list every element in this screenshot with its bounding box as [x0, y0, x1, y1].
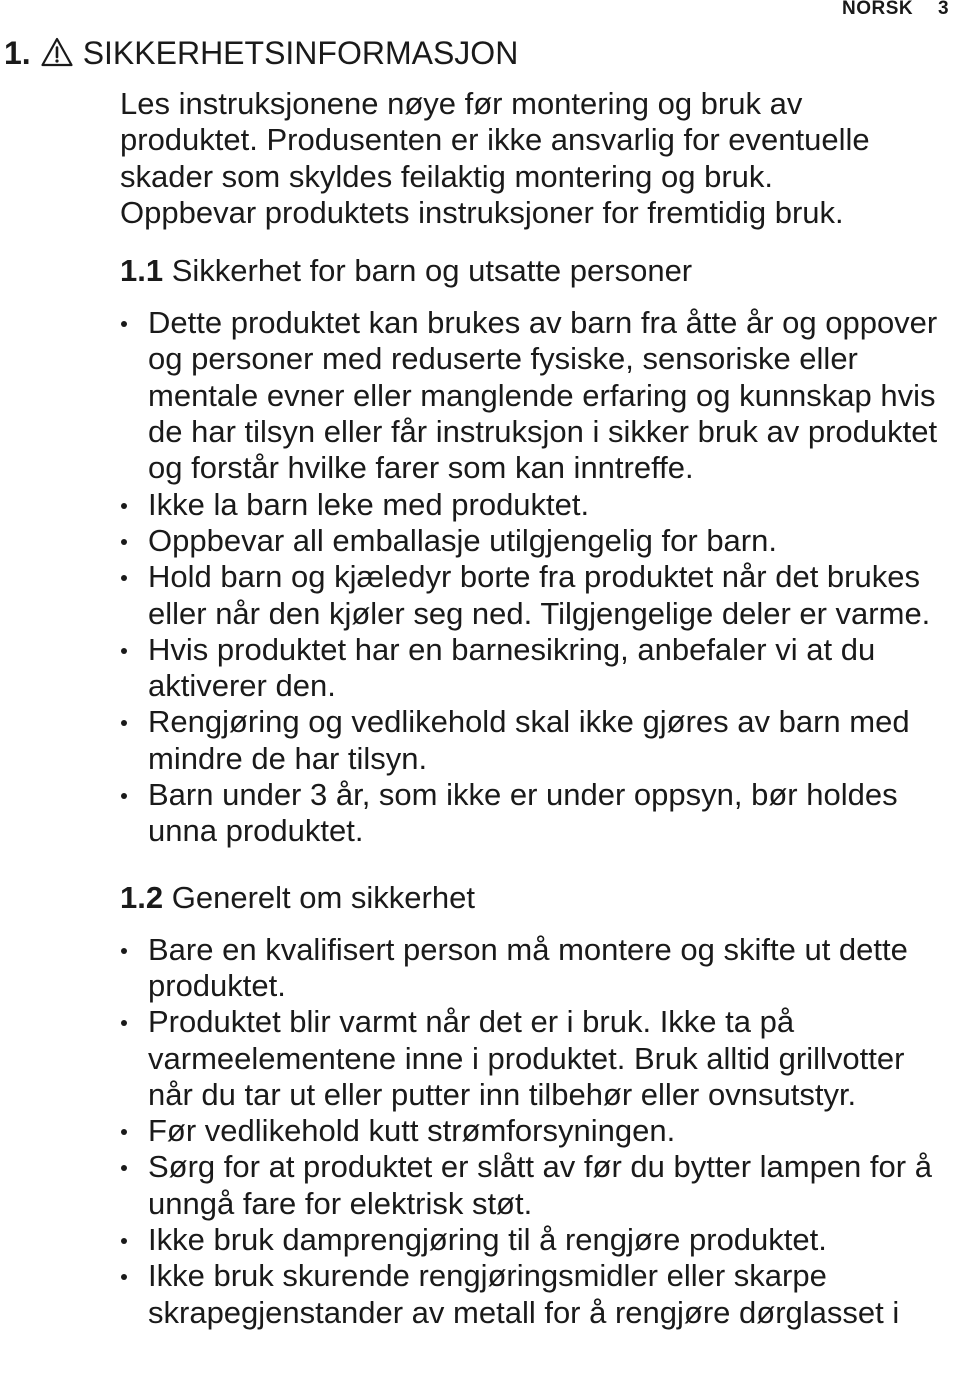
- bullet-icon: [121, 648, 127, 654]
- section-title: SIKKERHETSINFORMASJON: [82, 35, 519, 71]
- list-item: [120, 487, 950, 523]
- subsection-title: Sikkerhet for barn og utsatte personer: [171, 253, 693, 289]
- list-item-text: Før vedlikehold kutt strømforsyningen.: [148, 1113, 676, 1149]
- bullet-icon: [121, 539, 127, 545]
- list-item-text: Hold barn og kjæledyr borte fra produktet når det brukes eller når den kjøler seg ned. Tilgjengelige deler er varme.: [148, 559, 931, 631]
- list-item-text: Ikke bruk skurende rengjøringsmidler eller skarpe skrapegjenstander av metall for å rengjøre dørglasset i: [148, 1258, 900, 1330]
- list-item-text: Oppbevar all emballasje utilgjengelig for barn.: [148, 522, 777, 558]
- list-item-text: Bare en kvalifisert person må montere og skifte ut dette produktet.: [148, 931, 908, 1003]
- page-number: 3: [938, 0, 950, 19]
- bullet-icon: [121, 321, 127, 327]
- bullet-icon: [121, 1165, 127, 1171]
- list-item: [120, 523, 950, 559]
- list-item-text: Ikke bruk damprengjøring til å rengjøre produktet.: [148, 1222, 827, 1258]
- bullet-icon: [121, 720, 127, 726]
- bullet-icon: [121, 503, 127, 509]
- section-heading: [4, 30, 518, 76]
- intro-paragraph: Les instruksjonene nøye før montering og bruk av produktet. Produsenten er ikke ansvarlig for eventuelle skader som skyldes feilaktig montering og bruk. Oppbevar produktets instruksjoner for fremtidig bruk.: [120, 86, 870, 230]
- list-item: [120, 559, 950, 632]
- list-item: [120, 1149, 950, 1222]
- bullet-icon: [121, 575, 127, 581]
- section-number: 1.: [4, 35, 31, 71]
- list-item-text: Ikke la barn leke med produktet.: [148, 486, 590, 522]
- list-item: [120, 632, 950, 705]
- document-body: [120, 86, 950, 1331]
- bullet-icon: [121, 948, 127, 954]
- list-item: [120, 932, 950, 1005]
- warning-triangle-icon: [41, 37, 73, 67]
- subsection-title: Generelt om sikkerhet: [171, 879, 475, 915]
- list-item: [120, 1258, 950, 1331]
- list-item-text: Sørg for at produktet er slått av før du bytter lampen for å unngå fare for elektrisk støt.: [148, 1149, 932, 1221]
- bullet-icon: [121, 1020, 127, 1026]
- list-item-text: Rengjøring og vedlikehold skal ikke gjøres av barn med mindre de har tilsyn.: [148, 704, 910, 776]
- list-item: [120, 1113, 950, 1149]
- list-item-text: Produktet blir varmt når det er i bruk. Ikke ta på varmeelementene inne i produktet. Bruk alltid grillvotter når du tar ut eller putter inn tilbehør eller ovnsutstyr.: [148, 1004, 905, 1112]
- list-item-text: Dette produktet kan brukes av barn fra åtte år og oppover og personer med reduserte fysiske, sensoriske eller mentale evner eller manglende erfaring og kunnskap hvis de har tilsyn eller får instruksjon i sikker bruk av produktet og forstår hvilke farer som kan inntreffe.: [148, 305, 938, 486]
- list-item: [120, 1004, 950, 1113]
- list-item: [120, 305, 950, 486]
- language-label: NORSK: [842, 0, 914, 19]
- general-safety-list: [120, 932, 950, 1331]
- subsection-heading-1-1: [120, 251, 950, 291]
- list-item: [120, 704, 950, 777]
- child-safety-list: [120, 305, 950, 849]
- bullet-icon: [121, 793, 127, 799]
- subsection-heading-1-2: [120, 878, 950, 918]
- list-item: [120, 777, 950, 850]
- bullet-icon: [121, 1129, 127, 1135]
- list-item: [120, 1222, 950, 1258]
- subsection-number: 1.1: [120, 253, 164, 289]
- list-item-text: Hvis produktet har en barnesikring, anbefaler vi at du aktiverer den.: [148, 631, 876, 704]
- bullet-icon: [121, 1238, 127, 1244]
- subsection-number: 1.2: [120, 879, 164, 915]
- bullet-icon: [121, 1274, 127, 1280]
- list-item-text: Barn under 3 år, som ikke er under oppsyn, bør holdes unna produktet.: [148, 777, 898, 849]
